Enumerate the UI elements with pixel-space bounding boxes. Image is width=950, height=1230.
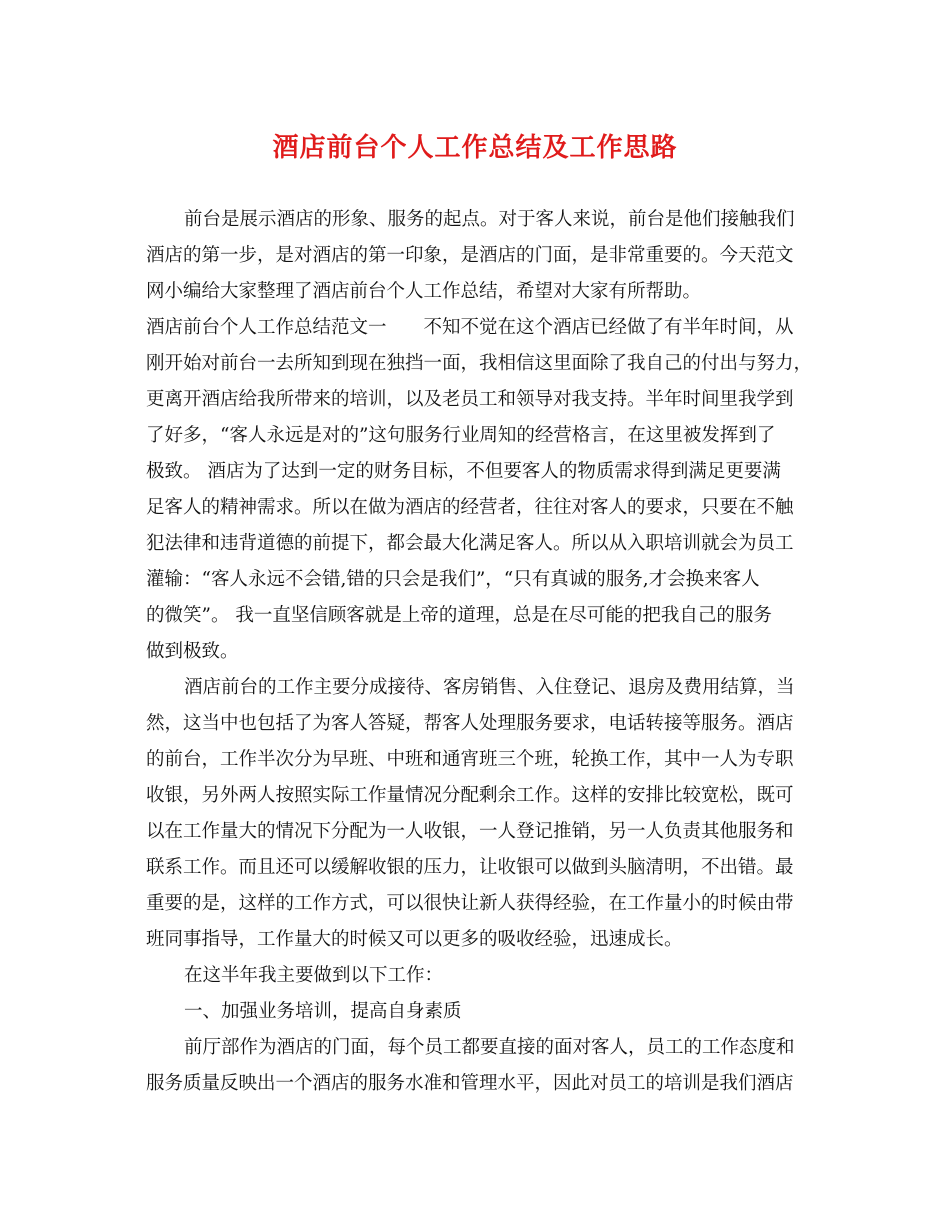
text-line: 的微笑”。 我一直坚信顾客就是上帝的道理，总是在尽可能的把我自己的服务	[146, 605, 772, 626]
text-line: 酒店前台的工作主要分成接待、客房销售、入住登记、退房及费用结算，当	[184, 677, 795, 698]
text-line: 了好多，“客人永远是对的”这句服务行业周知的经营格言，在这里被发挥到了	[146, 425, 776, 446]
text-line: 联系工作。而且还可以缓解收银的压力，让收银可以做到头脑清明，不出错。最	[146, 857, 794, 878]
text-line: 然，这当中也包括了为客人答疑，帮客人处理服务要求，电话转接等服务。酒店	[146, 713, 794, 734]
text-line: 网小编给大家整理了酒店前台个人工作总结，希望对大家有所帮助。	[146, 281, 702, 302]
text-line: 刚开始对前台一去所知到现在独挡一面，我相信这里面除了我自己的付出与努力，	[146, 353, 813, 374]
text-line: 以在工作量大的情况下分配为一人收银，一人登记推销，另一人负责其他服务和	[146, 821, 794, 842]
text-line: 重要的是，这样的工作方式，可以很快让新人获得经验，在工作量小的时候由带	[146, 893, 794, 914]
text-line: 灌输：“客人永远不会错,错的只会是我们”，“只有真诚的服务,才会换来客人	[146, 569, 760, 590]
text-line: 前台是展示酒店的形象、服务的起点。对于客人来说，前台是他们接触我们	[184, 209, 795, 230]
text-line: 酒店的第一步，是对酒店的第一印象，是酒店的门面，是非常重要的。今天范文	[146, 245, 794, 266]
text-line: 极致。 酒店为了达到一定的财务目标，不但要客人的物质需求得到满足更要满	[146, 461, 781, 482]
text-line: 收银，另外两人按照实际工作量情况分配剩余工作。这样的安排比较宽松，既可	[146, 785, 794, 806]
text-line: 班同事指导，工作量大的时候又可以更多的吸收经验，迅速成长。	[146, 929, 683, 950]
text-line: 酒店前台个人工作总结范文一 不知不觉在这个酒店已经做了有半年时间，从	[146, 317, 794, 338]
text-line: 服务质量反映出一个酒店的服务水准和管理水平，因此对员工的培训是我们酒店	[146, 1073, 794, 1094]
text-line: 做到极致。	[146, 641, 239, 662]
text-line: 的前台，工作半次分为早班、中班和通宵班三个班，轮换工作，其中一人为专职	[146, 749, 794, 770]
text-line: 在这半年我主要做到以下工作：	[184, 965, 444, 986]
text-line: 一、加强业务培训，提高自身素质	[184, 1001, 462, 1022]
text-line: 犯法律和违背道德的前提下，都会最大化满足客人。所以从入职培训就会为员工	[146, 533, 794, 554]
document-title: 酒店前台个人工作总结及工作思路	[272, 133, 678, 163]
text-line: 更离开酒店给我所带来的培训，以及老员工和领导对我支持。半年时间里我学到	[146, 389, 794, 410]
text-line: 足客人的精神需求。所以在做为酒店的经营者，往往对客人的要求，只要在不触	[146, 497, 794, 518]
text-line: 前厅部作为酒店的门面，每个员工都要直接的面对客人，员工的工作态度和	[184, 1037, 795, 1058]
